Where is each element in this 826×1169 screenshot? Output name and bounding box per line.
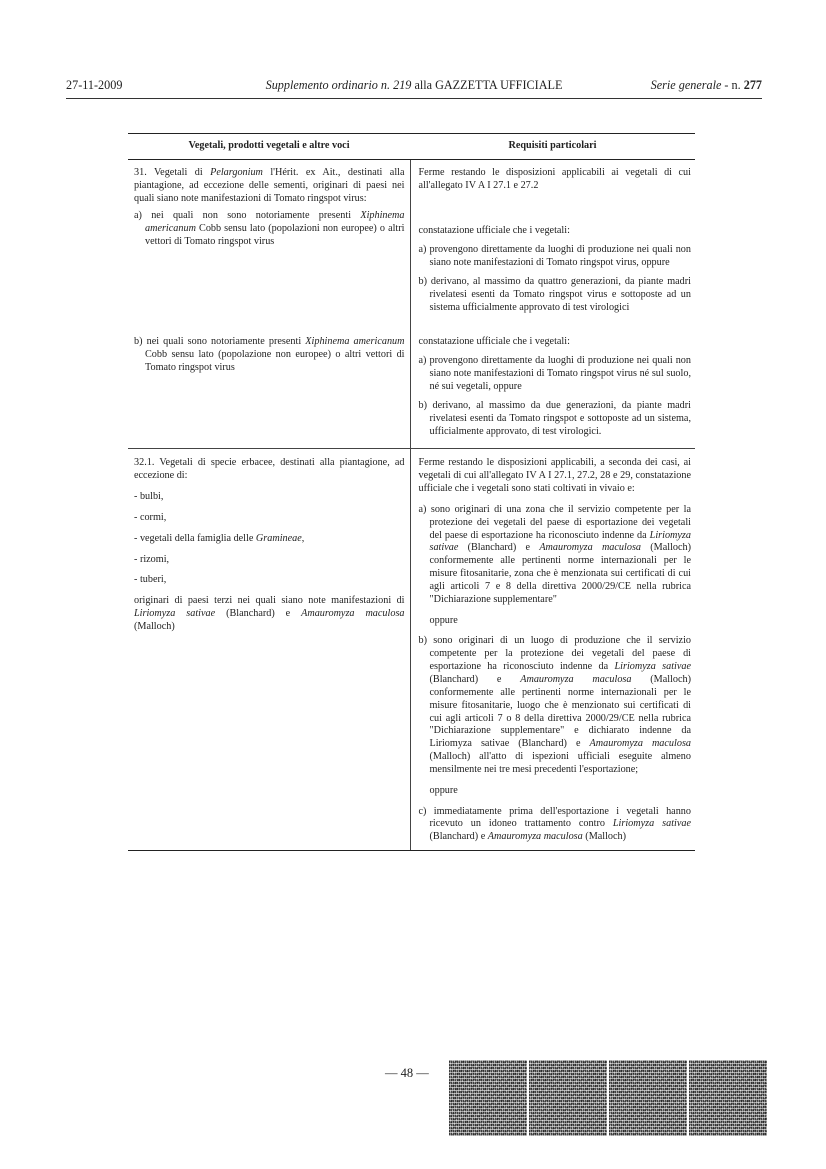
header-series	[651, 78, 762, 93]
row32-req-b	[419, 635, 692, 776]
text-span: Cobb sensu lato (popolazione non europee) o altri vettori di Tomato ringspot virus	[145, 349, 405, 374]
text-span: (Malloch) conformemente alle pertinenti norme internazionali per le misure fitosanitarie, zona che è menzionata sui certificati di cui agli articoli 7 e 8 della direttiva 2000/29/CE nella rubrica "Dichiarazione supplementare"	[429, 542, 692, 605]
row31-intro-req-cell	[410, 159, 695, 205]
text-span: a) sono originari di una zona che il servizio competente per la protezione dei vegetali del paese di esportazione dei vegetali del paese di esportazione ha riconosciuto indenne da	[418, 503, 691, 541]
row32-item-gramineae	[134, 533, 405, 546]
text-span: (Blanchard) e	[458, 542, 540, 554]
table-row	[128, 449, 695, 851]
text-span: b) nei quali sono notoriamente presenti	[134, 336, 306, 348]
row32-req-cell	[410, 449, 695, 851]
text-span: b) sono originari di un luogo di produzione che il servizio competente per la protezione dei vegetali del paese di esportazione ha riconosciuto indenne da	[418, 635, 691, 673]
page-number: — 48 —	[385, 1066, 429, 1080]
species-name: Amauromyza maculosa	[301, 608, 405, 620]
text-span: (Malloch) conformemente alle pertinenti norme internazionali per le misure fitosanitarie, luogo che è menzionato sui certificati di cui agli articoli 7 o 8 della direttiva 2000/29/CE nella rubrica "Dichiarazione supplementare" e dichiarato indenne da Liriomyza sativae (Blanchard) e	[429, 674, 691, 750]
text-span: (Malloch)	[134, 620, 175, 632]
row31b-cell	[128, 330, 410, 448]
row32-item-tuberi: - tuberi,	[134, 574, 167, 586]
text-span: (Malloch)	[582, 831, 627, 843]
barcode-block	[449, 1060, 527, 1136]
species-name: Pelargonium	[210, 166, 263, 178]
header-series-number: 277	[743, 78, 762, 92]
row31-intro-req: Ferme restando le disposizioni applicabili ai vegetali di cui all'allegato IV A I 27.1 e 27.2	[418, 166, 691, 191]
text-span: (Blanchard) e	[215, 608, 302, 620]
header-rule	[66, 98, 762, 99]
row31-intro	[134, 167, 405, 206]
row31-intro-cell	[128, 159, 410, 205]
header-series-sep: - n.	[721, 78, 744, 92]
text-span: (Malloch) all'atto di ispezioni ufficiali eseguite almeno mensilmente nei tre mesi precedenti l'esportazione;	[429, 751, 691, 775]
row32-origin	[134, 595, 405, 634]
row32-req-intro: Ferme restando le disposizioni applicabili, a seconda dei casi, ai vegetali di cui all'allegato IV A I 27.1, 27.2, 28 e 29, constatazione ufficiale che i vegetali sono stati coltivati in vivaio e:	[418, 457, 691, 495]
text-span: 31. Vegetali di	[134, 166, 211, 178]
row32-item-rizomi: - rizomi,	[134, 553, 170, 565]
species-name: Amauromyza maculosa	[589, 738, 691, 750]
row31b-req-cell	[410, 330, 695, 448]
datamatrix-barcode	[449, 1060, 767, 1136]
row31a-cell	[128, 205, 410, 330]
table-row	[128, 205, 695, 330]
text-span: Cobb sensu lato (popolazioni non europee) o altri vettori di Tomato ringspot virus	[145, 223, 405, 248]
species-name: Liriomyza sativae	[429, 529, 691, 554]
row31a-req-a: a) provengono direttamente da luoghi di produzione nei quali non siano note manifestazioni di Tomato ringspot virus, oppure	[418, 244, 691, 269]
table-row	[128, 159, 695, 205]
row31b-req-b: b) derivano, al massimo da due generazioni, da piante madri rivelatesi esenti da Tomato ringspot e sottoposte ad un sistema, ufficialmente approvato, di test virologici.	[418, 399, 691, 437]
row31a-req-cell	[410, 205, 695, 330]
row32-req-oppure-2: oppure	[429, 784, 458, 796]
row32-item-cormi: - cormi,	[134, 511, 167, 523]
row32-cell	[128, 449, 410, 851]
text-span: c) immediatamente prima dell'esportazione i vegetali hanno ricevuto un idoneo trattamento contro	[418, 805, 691, 830]
barcode-block	[689, 1060, 767, 1136]
row32-intro: 32.1. Vegetali di specie erbacee, destinati alla piantagione, ad eccezione di:	[134, 457, 405, 482]
text-span: l'Hérit. ex Ait., destinati alla piantagione, ad eccezione delle sementi, originari di paesi nei quali siano note manifestazioni di Tomato ringspot virus:	[134, 166, 405, 204]
header-gazette: alla GAZZETTA UFFICIALE	[411, 78, 563, 92]
header-supplement: Supplemento ordinario n. 219	[265, 78, 412, 92]
row32-item-bulbi: - bulbi,	[134, 491, 164, 503]
header-date: 27-11-2009	[66, 78, 123, 92]
table-header-row	[128, 134, 695, 160]
page-header	[66, 78, 762, 96]
header-series-label: Serie generale	[650, 78, 722, 92]
row31a-text	[134, 210, 405, 249]
table-row	[128, 330, 695, 448]
species-name: Liriomyza sativae	[612, 818, 691, 830]
text-span: ,	[301, 532, 305, 544]
barcode-block	[529, 1060, 607, 1136]
text-span: - vegetali della famiglia delle	[134, 532, 256, 544]
text-span: (Blanchard) e	[429, 831, 488, 843]
column-header-requirements: Requisiti particolari	[410, 134, 695, 160]
species-name: Liriomyza sativae	[134, 608, 216, 620]
species-name: Amauromyza maculosa	[539, 542, 642, 554]
species-name: Amauromyza maculosa	[487, 831, 583, 843]
column-header-plants: Vegetali, prodotti vegetali e altre voci	[128, 134, 410, 160]
text-span: originari di paesi terzi nei quali siano note manifestazioni di	[134, 595, 405, 607]
row31b-req-intro: constatazione ufficiale che i vegetali:	[418, 336, 570, 348]
row32-req-oppure-1: oppure	[429, 614, 458, 626]
row31a-req-b: b) derivano, al massimo da quattro generazioni, da piante madri rivelatesi esenti da Tomato ringspot virus e sottoposte ad un sistema ufficialmente approvato di test virologici	[418, 275, 691, 313]
species-name: Liriomyza sativae	[614, 661, 691, 673]
species-name: Xiphinema americanum	[145, 210, 405, 235]
family-name: Gramineae	[255, 532, 302, 544]
text-span: a) nei quali non sono notoriamente presenti	[134, 210, 361, 222]
text-span: (Blanchard) e	[429, 674, 521, 685]
requirements-table	[128, 133, 695, 851]
row31b-req-a: a) provengono direttamente da luoghi di produzione nei quali non siano note manifestazioni di Tomato ringspot virus né sul suolo, né sui vegetali, oppure	[418, 355, 691, 392]
species-name: Amauromyza maculosa	[520, 674, 632, 685]
species-name: Xiphinema americanum	[305, 336, 405, 348]
barcode-block	[609, 1060, 687, 1136]
row31a-req-intro: constatazione ufficiale che i vegetali:	[418, 225, 570, 237]
row32-req-a	[419, 504, 692, 607]
row31b-text	[134, 336, 405, 375]
row32-req-c	[419, 806, 692, 845]
